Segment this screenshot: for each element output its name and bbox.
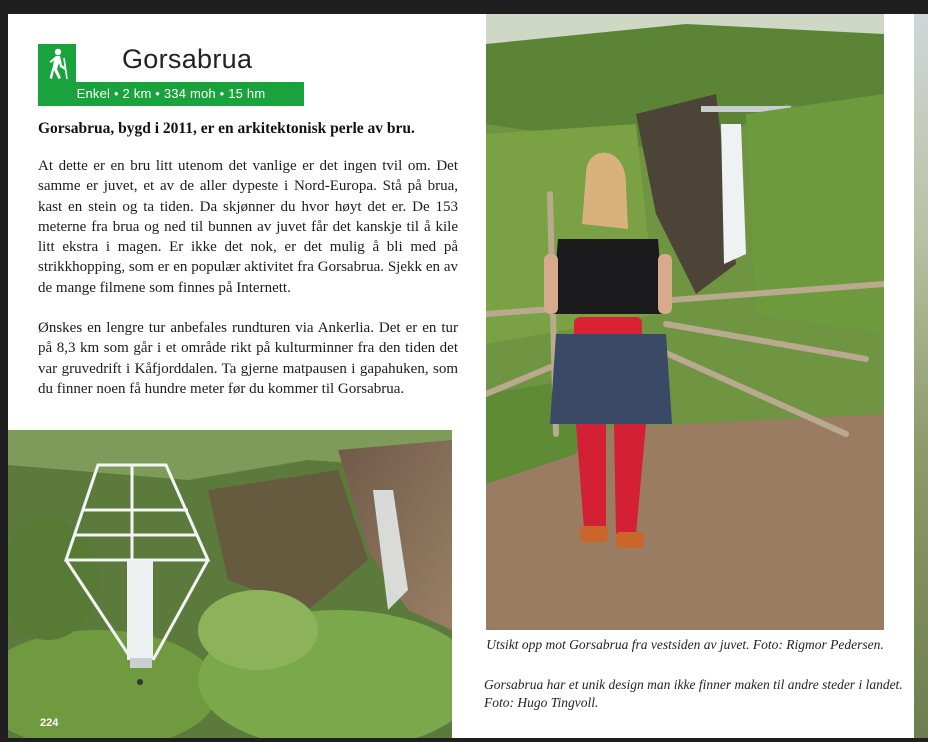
trail-info-bar: Enkel • 2 km • 334 moh • 15 hm — [38, 82, 304, 106]
body-text — [38, 156, 458, 419]
next-page-edge — [914, 14, 928, 738]
bridge-photo — [8, 430, 452, 738]
page-number: 224 — [40, 717, 59, 729]
paragraph-2: Ønskes en lengre tur anbefales rundturen via Ankerlia. Det er en tur på 8,3 km som går i et område rikt på kulturminner fra den tiden det var gruvedrift i Kåfjorddalen. Ta gjerne matpausen i gapahuken, som du finner noen få hundre meter før du kommer til Gorsabrua. — [38, 320, 458, 397]
paragraph-1: At dette er en bru litt utenom det vanlige er det ingen tvil om. Det samme er juvet, et av de aller dypeste i Nord-Europa. Stå på brua, kast en stein og ta tiden. Da skjønner du hvor høyt det er. De 153 meterne fra brua og ned til bunnen av juvet får det kanskje til å kile litt ekstra i magen. Er ikke det nok, er det mulig å bli med på strikkhopping, som er en populær aktivitet fra Gorsabrua. Sjekk en av de mange filmene som finnes på Internett. — [38, 158, 458, 296]
book-page — [8, 14, 914, 738]
bridge-photo-caption: Gorsabrua har et unik design man ikke finner maken til andre steder i landet. Foto: Hugo Tingvoll. — [484, 677, 903, 710]
page-title: Gorsabrua — [122, 44, 253, 74]
viewpoint-photo-caption: Utsikt opp mot Gorsabrua fra vestsiden av juvet. Foto: Rigmor Pedersen. — [486, 637, 884, 652]
lead-paragraph: Gorsabrua, bygd i 2011, er en arkitektonisk perle av bru. — [38, 120, 415, 137]
hiker-icon — [38, 44, 76, 84]
viewpoint-photo — [486, 14, 884, 630]
